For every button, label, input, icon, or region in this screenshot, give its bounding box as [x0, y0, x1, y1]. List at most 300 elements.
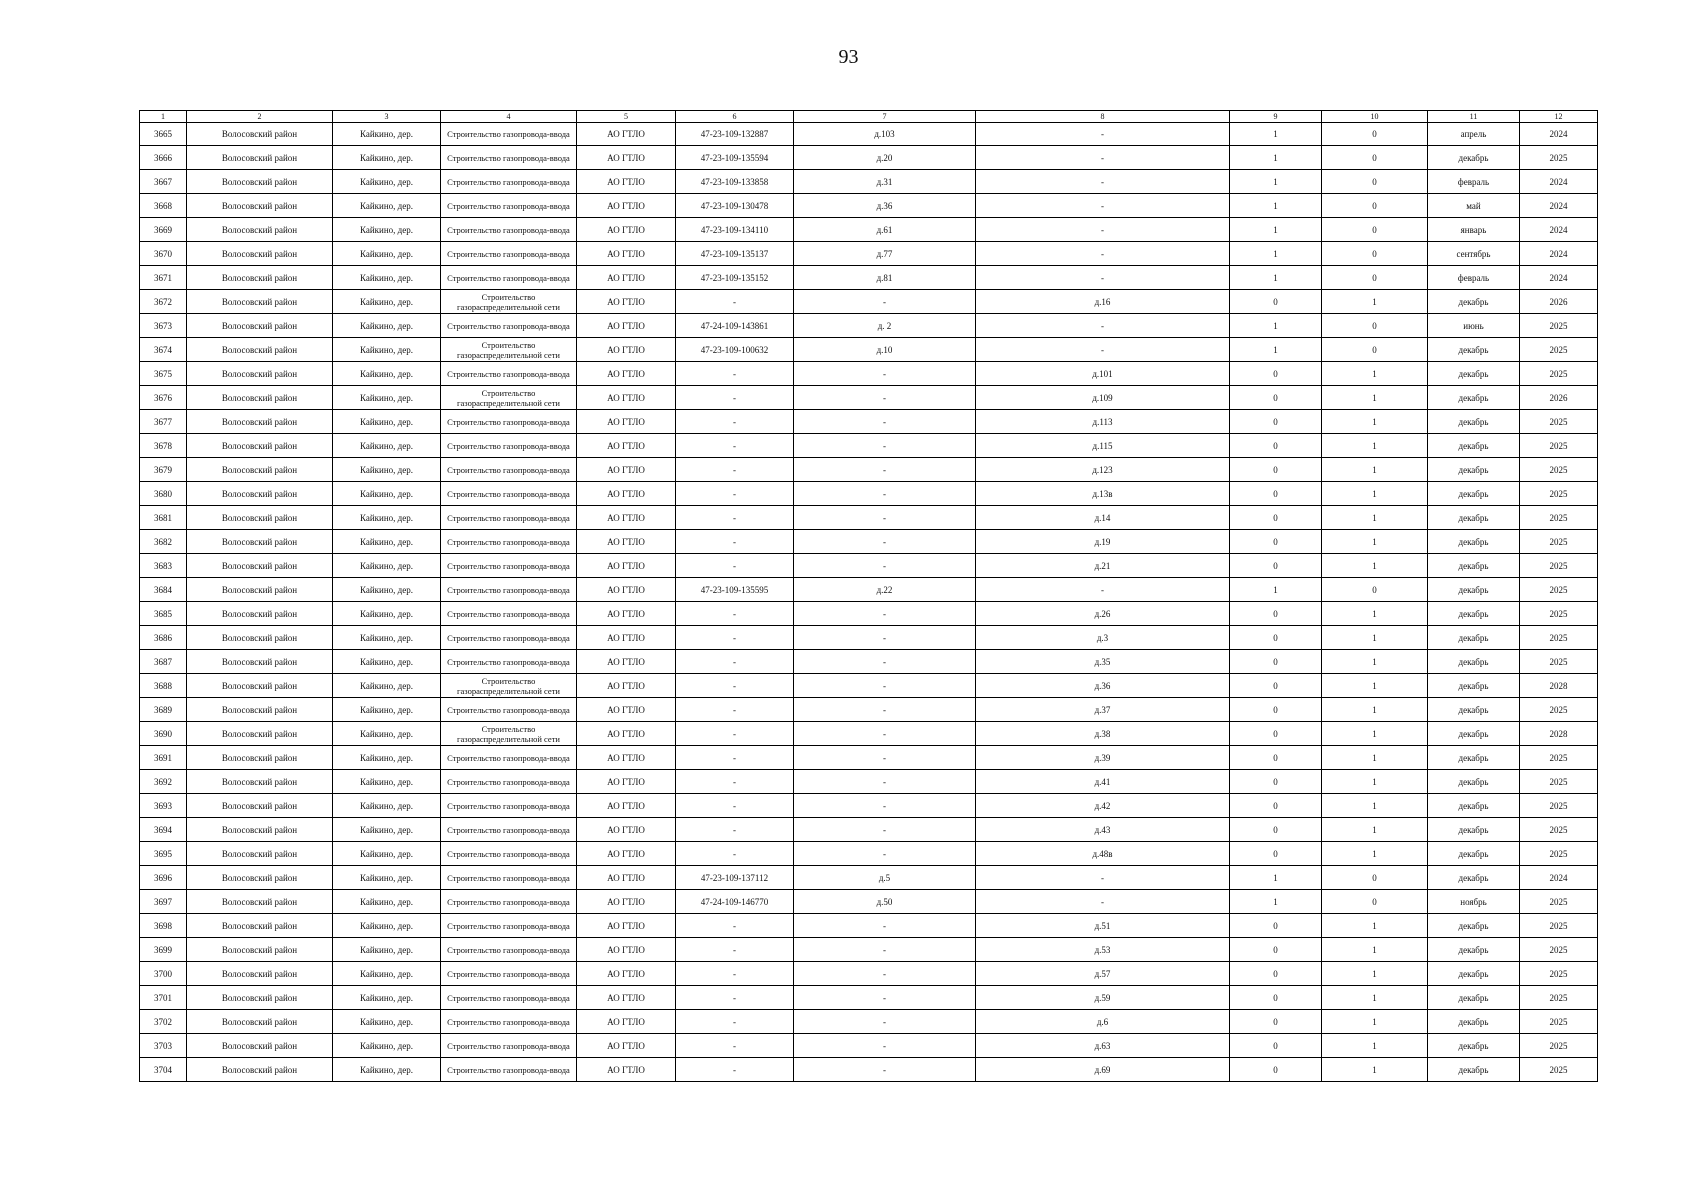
table-row [140, 266, 1598, 290]
table-cell-col-6: - [676, 842, 794, 866]
table-cell-col-12: 2025 [1520, 362, 1598, 386]
table-cell-col-4: Строительство газораспределительной сети [441, 338, 577, 362]
table-cell-col-9: 0 [1230, 458, 1322, 482]
table-cell-col-12: 2026 [1520, 290, 1598, 314]
table-cell-col-3: Кайкино, дер. [333, 866, 441, 890]
table-cell-col-5: АО ГТЛО [577, 338, 676, 362]
table-cell-col-9: 0 [1230, 506, 1322, 530]
table-row [140, 842, 1598, 866]
table-cell-col-10: 0 [1322, 890, 1428, 914]
table-cell-col-2: Волосовский район [187, 650, 333, 674]
table-cell-col-3: Кайкино, дер. [333, 626, 441, 650]
table-cell-col-6: 47-23-109-137112 [676, 866, 794, 890]
table-cell-col-3: Кайкино, дер. [333, 362, 441, 386]
table-cell-col-9: 1 [1230, 146, 1322, 170]
table-cell-col-2: Волосовский район [187, 242, 333, 266]
table-cell-col-1: 3695 [140, 842, 187, 866]
table-cell-col-6: - [676, 290, 794, 314]
table-cell-col-3: Кайкино, дер. [333, 674, 441, 698]
table-cell-col-7: - [794, 938, 976, 962]
table-cell-col-5: АО ГТЛО [577, 506, 676, 530]
table-cell-col-3: Кайкино, дер. [333, 602, 441, 626]
table-cell-col-4: Строительство газопровода-ввода [441, 914, 577, 938]
table-cell-col-4: Строительство газопровода-ввода [441, 794, 577, 818]
table-cell-col-3: Кайкино, дер. [333, 434, 441, 458]
table-cell-col-11: декабрь [1428, 1034, 1520, 1058]
table-cell-col-6: 47-23-109-135152 [676, 266, 794, 290]
table-cell-col-4: Строительство газопровода-ввода [441, 866, 577, 890]
table-cell-col-2: Волосовский район [187, 170, 333, 194]
table-cell-col-9: 0 [1230, 650, 1322, 674]
table-cell-col-2: Волосовский район [187, 338, 333, 362]
table-cell-col-1: 3702 [140, 1010, 187, 1034]
table-row [140, 386, 1598, 410]
table-cell-col-4: Строительство газопровода-ввода [441, 482, 577, 506]
table-cell-col-8: д.101 [976, 362, 1230, 386]
table-cell-col-4: Строительство газопровода-ввода [441, 938, 577, 962]
table-cell-col-2: Волосовский район [187, 266, 333, 290]
table-cell-col-12: 2025 [1520, 818, 1598, 842]
table-cell-col-5: АО ГТЛО [577, 722, 676, 746]
table-cell-col-8: - [976, 194, 1230, 218]
table-cell-col-9: 1 [1230, 578, 1322, 602]
table-cell-col-1: 3684 [140, 578, 187, 602]
table-cell-col-10: 1 [1322, 434, 1428, 458]
table-cell-col-7: - [794, 674, 976, 698]
table-cell-col-9: 0 [1230, 986, 1322, 1010]
table-cell-col-7: д.31 [794, 170, 976, 194]
table-row [140, 794, 1598, 818]
table-cell-col-2: Волосовский район [187, 842, 333, 866]
table-cell-col-8: д.42 [976, 794, 1230, 818]
table-row [140, 146, 1598, 170]
table-cell-col-7: - [794, 530, 976, 554]
table-cell-col-6: - [676, 770, 794, 794]
table-cell-col-6: - [676, 602, 794, 626]
table-cell-col-8: д.21 [976, 554, 1230, 578]
table-cell-col-9: 0 [1230, 962, 1322, 986]
table-cell-col-4: Строительство газопровода-ввода [441, 458, 577, 482]
column-header-2: 2 [187, 111, 333, 123]
table-cell-col-9: 0 [1230, 770, 1322, 794]
table-cell-col-9: 1 [1230, 890, 1322, 914]
table-cell-col-9: 0 [1230, 794, 1322, 818]
table-cell-col-10: 1 [1322, 386, 1428, 410]
column-header-9: 9 [1230, 111, 1322, 123]
table-cell-col-12: 2025 [1520, 962, 1598, 986]
table-cell-col-2: Волосовский район [187, 914, 333, 938]
table-cell-col-8: д.16 [976, 290, 1230, 314]
table-row [140, 986, 1598, 1010]
table-cell-col-5: АО ГТЛО [577, 458, 676, 482]
table-cell-col-9: 1 [1230, 218, 1322, 242]
table-row [140, 602, 1598, 626]
table-cell-col-7: д.61 [794, 218, 976, 242]
table-cell-col-6: - [676, 530, 794, 554]
table-cell-col-6: - [676, 818, 794, 842]
table-cell-col-1: 3700 [140, 962, 187, 986]
table-cell-col-7: - [794, 626, 976, 650]
table-cell-col-9: 0 [1230, 722, 1322, 746]
table-cell-col-8: - [976, 266, 1230, 290]
table-cell-col-2: Волосовский район [187, 410, 333, 434]
table-header [140, 111, 1598, 123]
table-cell-col-11: декабрь [1428, 578, 1520, 602]
table-cell-col-2: Волосовский район [187, 602, 333, 626]
table-cell-col-3: Кайкино, дер. [333, 314, 441, 338]
table-cell-col-3: Кайкино, дер. [333, 123, 441, 146]
table-cell-col-4: Строительство газопровода-ввода [441, 842, 577, 866]
table-cell-col-1: 3669 [140, 218, 187, 242]
table-cell-col-11: декабрь [1428, 698, 1520, 722]
table-cell-col-4: Строительство газораспределительной сети [441, 290, 577, 314]
table-cell-col-9: 0 [1230, 362, 1322, 386]
table-cell-col-4: Строительство газопровода-ввода [441, 242, 577, 266]
table-cell-col-2: Волосовский район [187, 722, 333, 746]
table-cell-col-1: 3670 [140, 242, 187, 266]
table-cell-col-1: 3674 [140, 338, 187, 362]
table-cell-col-2: Волосовский район [187, 146, 333, 170]
table-cell-col-11: декабрь [1428, 362, 1520, 386]
table-cell-col-4: Строительство газопровода-ввода [441, 170, 577, 194]
table-cell-col-7: д.10 [794, 338, 976, 362]
table-cell-col-9: 0 [1230, 818, 1322, 842]
table-cell-col-8: д.41 [976, 770, 1230, 794]
table-cell-col-5: АО ГТЛО [577, 986, 676, 1010]
table-cell-col-3: Кайкино, дер. [333, 554, 441, 578]
table-cell-col-10: 1 [1322, 1058, 1428, 1082]
table-cell-col-1: 3701 [140, 986, 187, 1010]
table-cell-col-1: 3676 [140, 386, 187, 410]
table-cell-col-6: - [676, 1058, 794, 1082]
table-cell-col-11: декабрь [1428, 434, 1520, 458]
table-cell-col-4: Строительство газопровода-ввода [441, 602, 577, 626]
table-cell-col-10: 1 [1322, 962, 1428, 986]
table-cell-col-1: 3685 [140, 602, 187, 626]
table-cell-col-6: 47-23-109-135137 [676, 242, 794, 266]
table-cell-col-10: 1 [1322, 914, 1428, 938]
table-cell-col-5: АО ГТЛО [577, 242, 676, 266]
table-cell-col-11: декабрь [1428, 290, 1520, 314]
table-cell-col-10: 0 [1322, 338, 1428, 362]
table-cell-col-11: декабрь [1428, 410, 1520, 434]
table-cell-col-7: - [794, 506, 976, 530]
table-row [140, 818, 1598, 842]
table-cell-col-11: декабрь [1428, 554, 1520, 578]
table-cell-col-5: АО ГТЛО [577, 410, 676, 434]
table-cell-col-7: д.50 [794, 890, 976, 914]
table-cell-col-11: декабрь [1428, 482, 1520, 506]
table-cell-col-12: 2025 [1520, 146, 1598, 170]
table-cell-col-8: - [976, 578, 1230, 602]
table-cell-col-1: 3697 [140, 890, 187, 914]
table-cell-col-12: 2025 [1520, 746, 1598, 770]
table-row [140, 722, 1598, 746]
column-header-4: 4 [441, 111, 577, 123]
table-cell-col-11: декабрь [1428, 674, 1520, 698]
table-cell-col-9: 1 [1230, 338, 1322, 362]
table-cell-col-7: - [794, 746, 976, 770]
table-row [140, 506, 1598, 530]
table-cell-col-4: Строительство газопровода-ввода [441, 1058, 577, 1082]
table-cell-col-11: декабрь [1428, 866, 1520, 890]
table-cell-col-2: Волосовский район [187, 194, 333, 218]
table-cell-col-3: Кайкино, дер. [333, 218, 441, 242]
table-cell-col-10: 0 [1322, 218, 1428, 242]
table-cell-col-4: Строительство газопровода-ввода [441, 266, 577, 290]
table-cell-col-6: - [676, 722, 794, 746]
table-cell-col-7: - [794, 290, 976, 314]
table-cell-col-9: 0 [1230, 554, 1322, 578]
table-cell-col-3: Кайкино, дер. [333, 170, 441, 194]
table-cell-col-8: д.115 [976, 434, 1230, 458]
table-cell-col-11: февраль [1428, 266, 1520, 290]
table-cell-col-9: 0 [1230, 842, 1322, 866]
table-cell-col-7: - [794, 602, 976, 626]
table-cell-col-5: АО ГТЛО [577, 626, 676, 650]
table-row [140, 410, 1598, 434]
table-cell-col-9: 0 [1230, 698, 1322, 722]
table-cell-col-4: Строительство газопровода-ввода [441, 554, 577, 578]
table-cell-col-4: Строительство газопровода-ввода [441, 506, 577, 530]
table-cell-col-6: - [676, 554, 794, 578]
table-cell-col-4: Строительство газопровода-ввода [441, 650, 577, 674]
table-cell-col-10: 1 [1322, 602, 1428, 626]
table-cell-col-8: - [976, 338, 1230, 362]
table-cell-col-5: АО ГТЛО [577, 386, 676, 410]
table-cell-col-2: Волосовский район [187, 578, 333, 602]
table-cell-col-1: 3667 [140, 170, 187, 194]
table-cell-col-1: 3671 [140, 266, 187, 290]
table-cell-col-4: Строительство газопровода-ввода [441, 746, 577, 770]
table-cell-col-12: 2025 [1520, 890, 1598, 914]
column-header-5: 5 [577, 111, 676, 123]
table-cell-col-6: - [676, 674, 794, 698]
table-cell-col-11: декабрь [1428, 626, 1520, 650]
table-cell-col-10: 1 [1322, 674, 1428, 698]
table-cell-col-6: - [676, 1010, 794, 1034]
table-cell-col-1: 3704 [140, 1058, 187, 1082]
table-cell-col-6: - [676, 626, 794, 650]
table-cell-col-12: 2025 [1520, 794, 1598, 818]
table-cell-col-12: 2025 [1520, 1010, 1598, 1034]
table-cell-col-11: декабрь [1428, 746, 1520, 770]
table-cell-col-11: декабрь [1428, 962, 1520, 986]
table-cell-col-7: - [794, 1034, 976, 1058]
table-cell-col-12: 2025 [1520, 626, 1598, 650]
table-cell-col-12: 2025 [1520, 338, 1598, 362]
table-cell-col-3: Кайкино, дер. [333, 1058, 441, 1082]
table-cell-col-8: - [976, 146, 1230, 170]
table-cell-col-5: АО ГТЛО [577, 266, 676, 290]
table-cell-col-8: д.39 [976, 746, 1230, 770]
table-cell-col-4: Строительство газопровода-ввода [441, 218, 577, 242]
table-row [140, 1010, 1598, 1034]
table-cell-col-11: декабрь [1428, 794, 1520, 818]
table-cell-col-7: - [794, 986, 976, 1010]
table-cell-col-2: Волосовский район [187, 434, 333, 458]
table-cell-col-7: - [794, 962, 976, 986]
table-cell-col-4: Строительство газораспределительной сети [441, 386, 577, 410]
table-cell-col-7: - [794, 434, 976, 458]
table-cell-col-6: - [676, 386, 794, 410]
table-row [140, 530, 1598, 554]
table-row [140, 698, 1598, 722]
table-cell-col-6: 47-24-109-143861 [676, 314, 794, 338]
table-cell-col-5: АО ГТЛО [577, 794, 676, 818]
table-cell-col-7: д. 2 [794, 314, 976, 338]
table-cell-col-7: д.77 [794, 242, 976, 266]
table-cell-col-1: 3699 [140, 938, 187, 962]
page-number: 93 [838, 46, 859, 68]
table-cell-col-8: д.59 [976, 986, 1230, 1010]
table-cell-col-12: 2024 [1520, 170, 1598, 194]
table-cell-col-11: декабрь [1428, 770, 1520, 794]
table-cell-col-2: Волосовский район [187, 530, 333, 554]
table-cell-col-9: 0 [1230, 530, 1322, 554]
table-cell-col-5: АО ГТЛО [577, 866, 676, 890]
table-cell-col-7: - [794, 698, 976, 722]
table-row [140, 554, 1598, 578]
table-cell-col-8: - [976, 866, 1230, 890]
table-cell-col-5: АО ГТЛО [577, 290, 676, 314]
table-row [140, 746, 1598, 770]
table-cell-col-10: 1 [1322, 986, 1428, 1010]
table-cell-col-4: Строительство газораспределительной сети [441, 674, 577, 698]
table-cell-col-5: АО ГТЛО [577, 170, 676, 194]
table-cell-col-9: 0 [1230, 482, 1322, 506]
table-cell-col-9: 1 [1230, 866, 1322, 890]
table-cell-col-10: 1 [1322, 362, 1428, 386]
table-row [140, 218, 1598, 242]
table-cell-col-5: АО ГТЛО [577, 674, 676, 698]
table-cell-col-6: - [676, 506, 794, 530]
table-cell-col-10: 1 [1322, 794, 1428, 818]
table-cell-col-9: 1 [1230, 194, 1322, 218]
table-cell-col-12: 2024 [1520, 123, 1598, 146]
table-cell-col-6: - [676, 362, 794, 386]
table-cell-col-2: Волосовский район [187, 746, 333, 770]
table-cell-col-8: д.6 [976, 1010, 1230, 1034]
table-cell-col-9: 0 [1230, 386, 1322, 410]
table-cell-col-2: Волосовский район [187, 218, 333, 242]
table-cell-col-4: Строительство газопровода-ввода [441, 362, 577, 386]
table-cell-col-12: 2025 [1520, 410, 1598, 434]
table-cell-col-2: Волосовский район [187, 386, 333, 410]
table-cell-col-4: Строительство газопровода-ввода [441, 1010, 577, 1034]
table-cell-col-3: Кайкино, дер. [333, 962, 441, 986]
table-cell-col-6: 47-23-109-135594 [676, 146, 794, 170]
table-cell-col-3: Кайкино, дер. [333, 386, 441, 410]
table-cell-col-4: Строительство газопровода-ввода [441, 770, 577, 794]
table-cell-col-1: 3698 [140, 914, 187, 938]
table-cell-col-6: - [676, 938, 794, 962]
table-cell-col-9: 0 [1230, 746, 1322, 770]
table-cell-col-11: декабрь [1428, 506, 1520, 530]
table-cell-col-3: Кайкино, дер. [333, 1034, 441, 1058]
table-cell-col-10: 1 [1322, 626, 1428, 650]
table-cell-col-3: Кайкино, дер. [333, 746, 441, 770]
table-cell-col-11: сентябрь [1428, 242, 1520, 266]
column-header-12: 12 [1520, 111, 1598, 123]
table-cell-col-7: - [794, 842, 976, 866]
table-body [140, 123, 1598, 1082]
table-cell-col-2: Волосовский район [187, 290, 333, 314]
table-cell-col-8: д.26 [976, 602, 1230, 626]
table-cell-col-4: Строительство газораспределительной сети [441, 722, 577, 746]
table-cell-col-8: - [976, 890, 1230, 914]
table-cell-col-4: Строительство газопровода-ввода [441, 626, 577, 650]
column-header-6: 6 [676, 111, 794, 123]
table-cell-col-8: д.43 [976, 818, 1230, 842]
table-row [140, 170, 1598, 194]
table-cell-col-10: 0 [1322, 194, 1428, 218]
table-cell-col-7: - [794, 554, 976, 578]
table-row [140, 674, 1598, 698]
table-cell-col-7: - [794, 362, 976, 386]
table-cell-col-12: 2025 [1520, 986, 1598, 1010]
table-cell-col-1: 3677 [140, 410, 187, 434]
table-cell-col-2: Волосовский район [187, 1010, 333, 1034]
table-cell-col-8: д.69 [976, 1058, 1230, 1082]
table-cell-col-10: 1 [1322, 482, 1428, 506]
table-cell-col-10: 0 [1322, 266, 1428, 290]
table-cell-col-8: д.109 [976, 386, 1230, 410]
table-cell-col-3: Кайкино, дер. [333, 698, 441, 722]
table-cell-col-12: 2025 [1520, 770, 1598, 794]
table-cell-col-2: Волосовский район [187, 770, 333, 794]
table-cell-col-11: январь [1428, 218, 1520, 242]
table-cell-col-5: АО ГТЛО [577, 123, 676, 146]
table-cell-col-1: 3687 [140, 650, 187, 674]
table-cell-col-2: Волосовский район [187, 794, 333, 818]
table-cell-col-6: - [676, 698, 794, 722]
table-cell-col-2: Волосовский район [187, 314, 333, 338]
table-cell-col-5: АО ГТЛО [577, 1058, 676, 1082]
table-cell-col-8: д.36 [976, 674, 1230, 698]
table-cell-col-4: Строительство газопровода-ввода [441, 698, 577, 722]
table-cell-col-6: 47-23-109-100632 [676, 338, 794, 362]
table-cell-col-11: декабрь [1428, 602, 1520, 626]
table-cell-col-7: д.20 [794, 146, 976, 170]
table-cell-col-7: д.22 [794, 578, 976, 602]
table-cell-col-3: Кайкино, дер. [333, 986, 441, 1010]
table-cell-col-3: Кайкино, дер. [333, 770, 441, 794]
table-cell-col-7: д.5 [794, 866, 976, 890]
table-cell-col-12: 2025 [1520, 482, 1598, 506]
table-cell-col-12: 2025 [1520, 1034, 1598, 1058]
table-cell-col-6: 47-24-109-146770 [676, 890, 794, 914]
table-cell-col-7: д.81 [794, 266, 976, 290]
table-cell-col-11: февраль [1428, 170, 1520, 194]
table-row [140, 242, 1598, 266]
table-cell-col-5: АО ГТЛО [577, 314, 676, 338]
table-cell-col-12: 2025 [1520, 458, 1598, 482]
table-cell-col-1: 3692 [140, 770, 187, 794]
table-cell-col-3: Кайкино, дер. [333, 410, 441, 434]
table-cell-col-1: 3690 [140, 722, 187, 746]
table-cell-col-11: апрель [1428, 123, 1520, 146]
table-cell-col-3: Кайкино, дер. [333, 458, 441, 482]
table-cell-col-3: Кайкино, дер. [333, 938, 441, 962]
table-cell-col-7: - [794, 1058, 976, 1082]
table-cell-col-6: 47-23-109-134110 [676, 218, 794, 242]
table-cell-col-8: д.48в [976, 842, 1230, 866]
table-cell-col-11: декабрь [1428, 338, 1520, 362]
table-cell-col-4: Строительство газопровода-ввода [441, 530, 577, 554]
table-cell-col-12: 2024 [1520, 266, 1598, 290]
table-cell-col-1: 3683 [140, 554, 187, 578]
